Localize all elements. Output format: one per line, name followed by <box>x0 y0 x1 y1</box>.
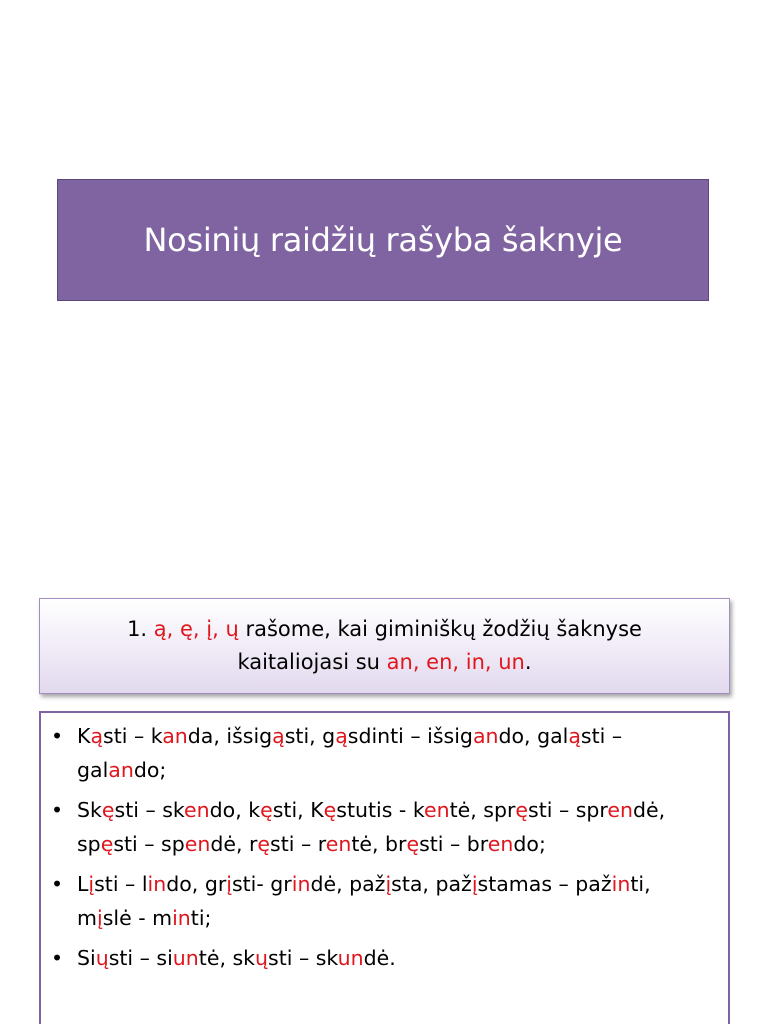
example-text <box>77 946 396 970</box>
highlight-text: un <box>172 946 199 970</box>
text-segment: Si <box>77 946 96 970</box>
list-item <box>49 941 710 975</box>
bullet-icon: • <box>51 946 64 970</box>
highlight-text: ę <box>260 798 273 822</box>
highlight-text: an, en, in, un <box>386 650 525 674</box>
highlight-text: en <box>184 832 211 856</box>
highlight-text: ą <box>568 724 581 748</box>
highlight-text: ę <box>101 798 115 822</box>
highlight-text: en <box>487 832 514 856</box>
highlight-text: un <box>337 946 364 970</box>
highlight-text: in <box>172 906 191 930</box>
text-segment: sti – sk <box>268 946 338 970</box>
title-box <box>57 179 709 301</box>
text-segment: sti – sp <box>113 832 185 856</box>
highlight-text: į <box>96 906 103 930</box>
highlight-text: ą <box>90 724 104 748</box>
bullet-icon: • <box>51 724 64 748</box>
text-segment: sti – spr <box>528 798 608 822</box>
highlight-text: į <box>471 872 478 896</box>
text-segment: do, k <box>209 798 261 822</box>
list-item <box>49 719 710 787</box>
highlight-text: į <box>385 872 392 896</box>
highlight-text: ę <box>323 798 337 822</box>
rule-line-2 <box>237 646 531 679</box>
highlight-text: ų <box>255 946 269 970</box>
text-segment: L <box>77 872 89 896</box>
highlight-text: an <box>162 724 188 748</box>
text-segment: sti – si <box>108 946 173 970</box>
text-segment: rašome, kai giminiškų žodžių šaknyse <box>238 617 642 641</box>
highlight-text: in <box>147 872 167 896</box>
text-segment: sti- gr <box>231 872 292 896</box>
highlight-text: en <box>325 832 352 856</box>
text-segment: Sk <box>77 798 102 822</box>
text-segment: . <box>524 650 532 674</box>
list-item <box>49 867 710 935</box>
text-segment: tė, br <box>351 832 407 856</box>
highlight-text: ę <box>406 832 420 856</box>
rule-box <box>39 598 730 694</box>
text-segment: tė, sk <box>198 946 256 970</box>
highlight-text: ę <box>257 832 271 856</box>
highlight-text: en <box>607 798 633 822</box>
example-text <box>77 724 622 782</box>
highlight-text: en <box>423 798 450 822</box>
rule-line-1 <box>127 613 642 646</box>
text-segment: sti – br <box>419 832 488 856</box>
text-segment: dė, r <box>210 832 258 856</box>
text-segment: K <box>77 724 91 748</box>
text-segment: do, gal <box>498 724 569 748</box>
text-segment: do; <box>513 832 546 856</box>
text-segment: stutis - k <box>336 798 424 822</box>
text-segment: dė. <box>363 946 396 970</box>
text-segment: sti – r <box>270 832 326 856</box>
text-segment: slė - m <box>102 906 173 930</box>
bullet-icon: • <box>51 872 64 896</box>
text-segment: do, gr <box>166 872 227 896</box>
example-text <box>77 798 665 856</box>
highlight-text: ę <box>100 832 114 856</box>
text-segment: da, išsig <box>187 724 273 748</box>
highlight-text: ę <box>515 798 529 822</box>
text-segment: dė, paž <box>310 872 386 896</box>
text-segment: do; <box>133 758 167 782</box>
text-segment: sti – gal <box>77 724 623 782</box>
text-segment: dė, sp <box>77 798 666 856</box>
text-segment: sti, K <box>272 798 324 822</box>
highlight-text: in <box>611 872 631 896</box>
text-segment: sti – k <box>103 724 163 748</box>
highlight-text: ą, ę, į, ų <box>153 617 239 641</box>
text-segment: sdinti – išsig <box>347 724 473 748</box>
text-segment: kaitaliojasi su <box>237 650 387 674</box>
highlight-text: en <box>184 798 210 822</box>
text-segment: stamas – paž <box>477 872 612 896</box>
page-title: Nosinių raidžių rašyba šaknyje <box>143 221 623 259</box>
examples-list <box>49 719 710 975</box>
highlight-text: į <box>88 872 95 896</box>
highlight-text: an <box>472 724 499 748</box>
list-item <box>49 793 710 861</box>
examples-box <box>39 711 730 1024</box>
text-segment: tė, spr <box>449 798 516 822</box>
highlight-text: ų <box>95 946 109 970</box>
text-segment: 1. <box>127 617 154 641</box>
text-segment: ti, m <box>77 872 651 930</box>
text-segment: ti; <box>190 906 212 930</box>
example-text <box>77 872 651 930</box>
text-segment: sti, g <box>284 724 336 748</box>
highlight-text: an <box>108 758 134 782</box>
text-segment: sta, paž <box>391 872 472 896</box>
text-segment: sti – l <box>94 872 148 896</box>
highlight-text: ą <box>335 724 348 748</box>
highlight-text: į <box>226 872 232 896</box>
text-segment: sti – sk <box>114 798 185 822</box>
highlight-text: ą <box>272 724 285 748</box>
bullet-icon: • <box>51 798 64 822</box>
highlight-text: in <box>291 872 311 896</box>
